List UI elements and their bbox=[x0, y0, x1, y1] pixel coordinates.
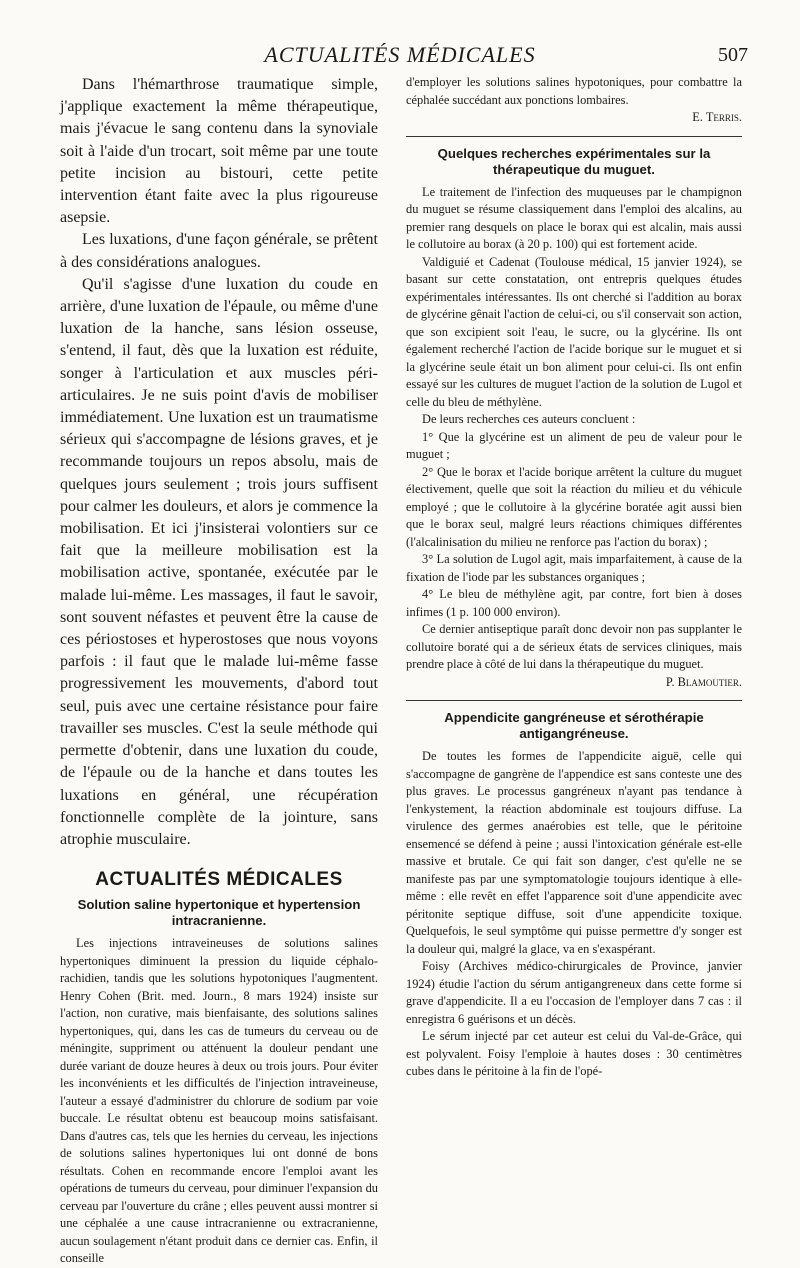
article-paragraph: 2° Que le borax et l'acide borique arrêtent la culture du muguet électivement, quelle que soit la réaction du milieu et du véhicule employé ; que le collutoire à la glycérine boratée agit aussi bien que le borax seul, malgré leurs réactions chimiques différentes (l'alcalinisation du milieu ne renforce pas l'action du borax) ; bbox=[406, 464, 742, 549]
divider bbox=[406, 136, 742, 137]
article-paragraph: De toutes les formes de l'appendicite aiguë, celle qui s'accompagne de gangrène de l'appendice est sans conteste une des plus graves. Le processus gangréneux n'ayant pas tendance à l'enkystement, la réaction abdominale est toujours diffuse. La virulence des germes anaérobies est telle, que le péritoine ensemencé se défend à peine ; aussi l'intoxication générale est-elle massive et brutale. Ce qui fait son danger, c'est qu'elle ne se manifeste pas par une symptomatologie toujours identique à elle-même : elle revêt en effet l'apparence soit d'une appendicite avec péritonite septique diffuse, soit d'une appendicite toxique. Quelquefois, le seul symptôme qui puisse permettre d'y songer est la douleur qui, malgré la glace, va en s'exaspérant. bbox=[406, 749, 742, 956]
article-paragraph: Ce dernier antiseptique paraît donc devoir non pas supplanter le collutoire boraté qui a de sérieux états de services cliniques, mais prendre place à côté de lui dans la thérapeutique du muguet. bbox=[406, 622, 742, 671]
article-title: Solution saline hypertonique et hypertension intracranienne. bbox=[77, 897, 361, 929]
article-paragraph: 1° Que la glycérine est un aliment de peu de valeur pour le muguet ; bbox=[406, 429, 742, 461]
intro-paragraph: Dans l'hémarthrose traumatique simple, j'applique exactement la même thérapeutique, mais j'évacue le sang contenu dans la synoviale soit à l'aide d'un trocart, soit même par une toute petite incision au bistouri, cette petite intervention étant faite avec la plus rigoureuse asepsie. bbox=[60, 76, 378, 227]
article-paragraph: Les injections intraveineuses de solutions salines hypertoniques diminuent la pression du liquide céphalo-rachidien, tandis que les solutions hypotoniques l'augmentent. Henry Cohen (Brit. med. Journ., 8 mars 1924) insiste sur l'action, non curative, mais bienfaisante, des solutions salines hypertoniques, qui, dans les cas de tumeurs du cerveau ou de méningite, suppriment ou atténuent la douleur pendant une durée variant de douze heures à deux ou trois jours. Pour éviter les inconvénients et les difficultés de l'injection intraveineuse, l'auteur a essayé d'administrer du chlorure de sodium par voie buccale. Le résultat obtenu est beaucoup moins satisfaisant. Dans d'autres cas, tels que les hernies du cerveau, les injections de solutions salines hypertoniques lui ont donné de bons résultats. Cohen en recommande encore l'emploi avant les opérations de tumeurs du cerveau, pour diminuer l'expansion du cerveau par l'ouverture du crâne ; elles peuvent aussi montrer si une céphalée a une cause intracranienne ou extracranienne, aucun soulagement n'étant produit dans ce dernier cas. Enfin, il conseille bbox=[60, 936, 378, 1266]
article-paragraph: 3° La solution de Lugol agit, mais imparfaitement, à cause de la fixation de l'iode par les substances organiques ; bbox=[406, 552, 742, 584]
intro-paragraph: Les luxations, d'une façon générale, se prêtent à des considérations analogues. bbox=[60, 231, 378, 271]
section-title: ACTUALITÉS MÉDICALES bbox=[95, 869, 343, 891]
article-paragraph: Le sérum injecté par cet auteur est celui du Val-de-Grâce, qui est polyvalent. Foisy l'emploie à hautes doses : 30 centimètres cubes dans le péritoine à la fin de l'opé- bbox=[406, 1029, 742, 1078]
running-title: ACTUALITÉS MÉDICALES bbox=[264, 42, 536, 67]
article-paragraph: 4° Le bleu de méthylène agit, par contre, fort bien à doses infimes (1 p. 100 000 environ). bbox=[406, 587, 742, 619]
carryover-body bbox=[406, 74, 742, 127]
divider bbox=[406, 700, 742, 701]
author-signature: E. Terris. bbox=[692, 110, 742, 124]
article-title: Quelques recherches expérimentales sur la thérapeutique du muguet. bbox=[437, 145, 711, 177]
right-column bbox=[406, 74, 742, 1081]
intro-text bbox=[60, 74, 378, 851]
carryover-paragraph: d'employer les solutions salines hypotoniques, pour combattre la céphalée succédant aux ponctions lombaires. bbox=[406, 75, 742, 107]
left-column bbox=[60, 74, 378, 1268]
article-title: Appendicite gangréneuse et sérothérapie antigangréneuse. bbox=[444, 710, 704, 741]
page-number: 507 bbox=[718, 44, 748, 66]
article-paragraph: Valdiguié et Cadenat (Toulouse médical, 15 janvier 1924), se basant sur cette constatation, ont entrepris quelques études expérimentales intéressantes. Ils ont cherché si l'addition au borax de glycérine gênait l'action de celui-ci, ou s'il conservait son action, que son excipient soit l'eau, le sucre, ou la glycérine. Ils ont également recherché l'action de l'acide borique sur le muguet et si la glycérine seule était un bon aliment pour celui-ci. Ils ont enfin essayé sur les cultures de muguet l'action de la solution de Lugol et celle du bleu de méthylène. bbox=[406, 254, 742, 409]
article-paragraph: De leurs recherches ces auteurs concluent : bbox=[422, 412, 636, 426]
intro-paragraph: Qu'il s'agisse d'une luxation du coude en arrière, d'une luxation de l'épaule, ou même d'une luxation de la hanche, sans lésion osseuse, s'entend, il faut, dès que la luxation est réduite, songer à l'articulation et aux muscles péri-articulaires. Je ne suis point d'avis de mobiliser immédiatement. Une luxation est un traumatisme sérieux qui s'accompagne de lésions graves, et je recommande toujours un repos absolu, mais de quelques jours seulement ; trois jours suffisent pour calmer les douleurs, et alors je commence la mobilisation. Et ici j'insisterai volontiers sur ce fait que la meilleure mobilisation est la mobilisation active, spontanée, exécutée par le malade lui-même. Les massages, il faut le savoir, sont souvent néfastes et peuvent être la cause de ces périostoses et hyperostoses que nous voyons parfois : il faut que le malade lui-même fasse progressivement les mouvements, d'abord tout seul, puis avec une certaine résistance pour faire travailler ses muscles. C'est la seule méthode qui permette d'obtenir, dans une luxation du coude, de l'épaule ou de la hanche et dans toutes les luxations en général, une récupération fonctionnelle complète de la jointure, sans atrophie musculaire. bbox=[60, 275, 378, 848]
article-body bbox=[60, 935, 378, 1268]
article-paragraph: Le traitement de l'infection des muqueuses par le champignon du muguet se résume classiquement dans l'emploi des alcalins, au premier rang desquels on place le borax qui est alcalin, mais aussi le collutoire au borax (à 20 p. 100) qui est fortement acide. bbox=[406, 184, 742, 251]
article-paragraph: Foisy (Archives médico-chirurgicales de Province, janvier 1924) étudie l'action du sérum antigangreneux dans cette forme si grave d'appendicite. Il a eu l'occasion de l'employer dans 7 cas : il enregistra 6 guérisons et un décès. bbox=[406, 959, 742, 1026]
article-body bbox=[406, 184, 742, 692]
author-signature: P. Blamoutier. bbox=[665, 674, 742, 689]
article-body bbox=[406, 748, 742, 1081]
